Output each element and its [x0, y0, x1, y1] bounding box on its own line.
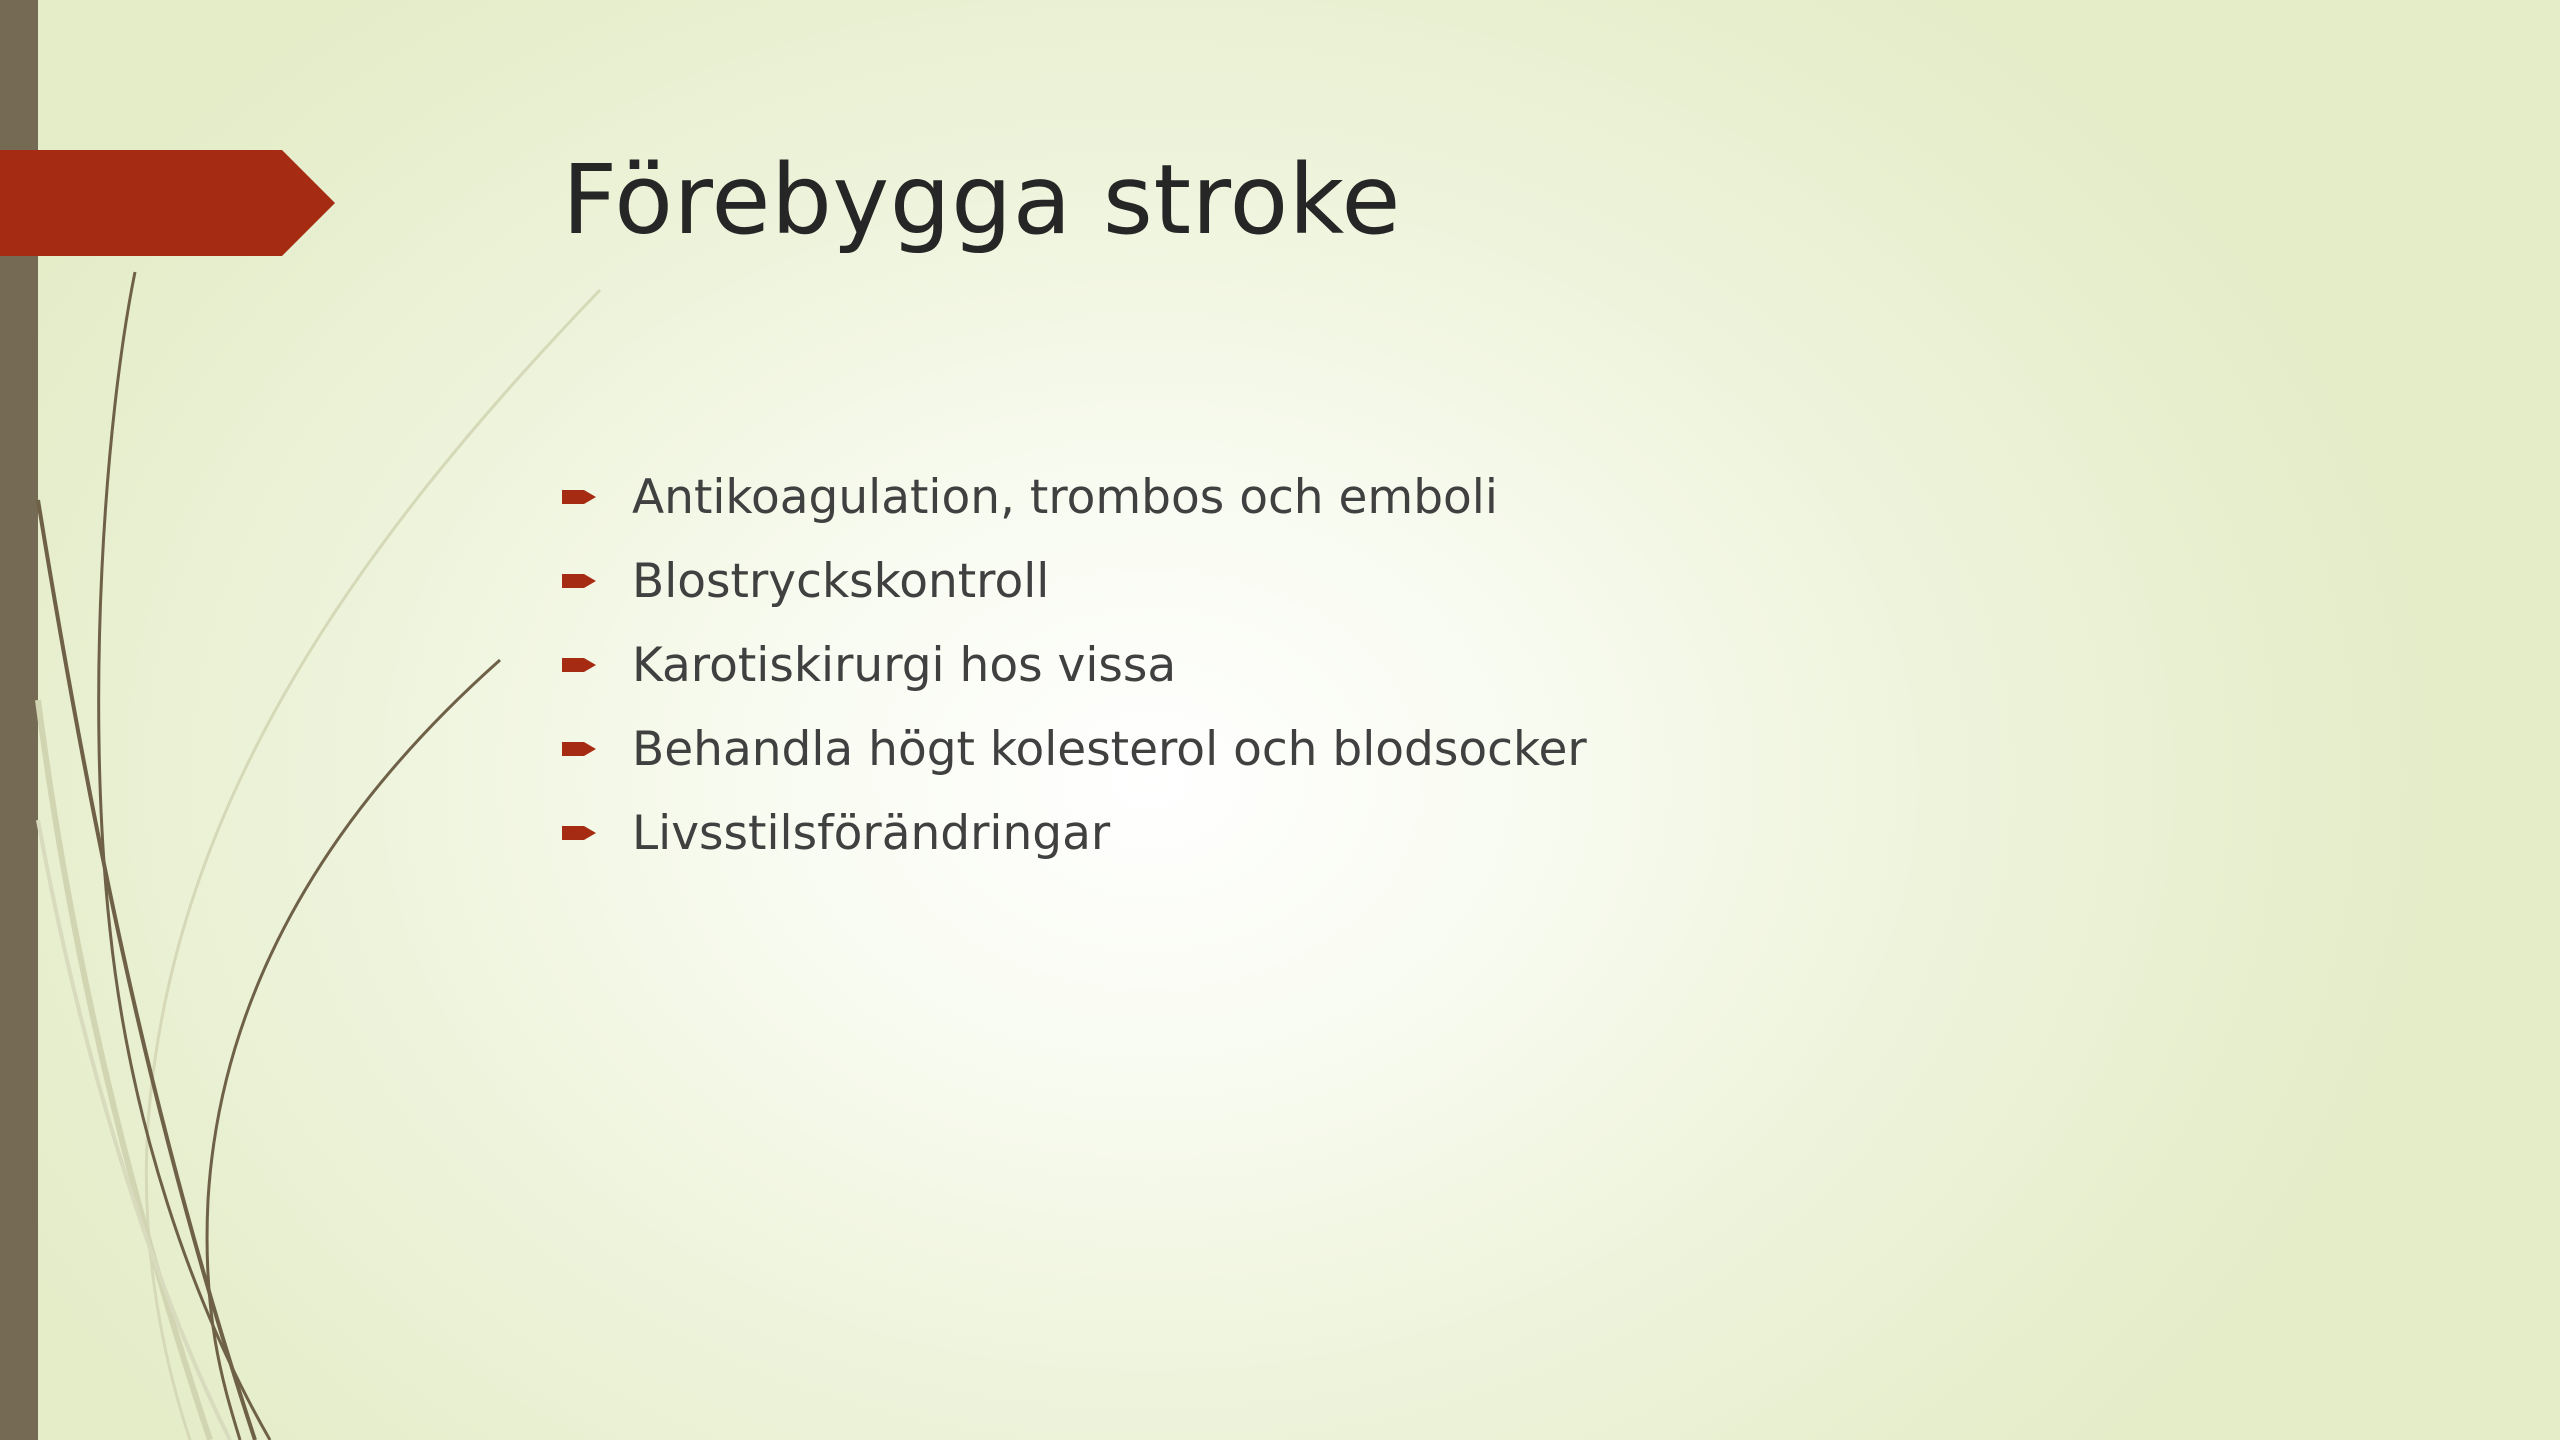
- bullet-text: Antikoagulation, trombos och emboli: [632, 469, 1498, 525]
- arrow-bullet-icon: [562, 738, 598, 760]
- bullet-text: Behandla högt kolesterol och blodsocker: [632, 721, 1587, 777]
- arrow-bullet-icon: [562, 570, 598, 592]
- arrow-bullet-icon: [562, 486, 598, 508]
- bullet-item: [562, 623, 1587, 707]
- bullet-text: Livsstilsförändringar: [632, 805, 1111, 861]
- arrow-bullet-icon: [562, 822, 598, 844]
- title-arrow-icon: [0, 150, 335, 256]
- bullet-item: [562, 539, 1587, 623]
- bullet-item: [562, 791, 1587, 875]
- arrow-bullet-icon: [562, 654, 598, 676]
- bullet-item: [562, 455, 1587, 539]
- bullet-text: Karotiskirurgi hos vissa: [632, 637, 1177, 693]
- bullet-list: [562, 455, 1587, 875]
- bullet-text: Blostryckskontroll: [632, 553, 1050, 609]
- bullet-item: [562, 707, 1587, 791]
- slide-title: Förebygga stroke: [562, 144, 1401, 256]
